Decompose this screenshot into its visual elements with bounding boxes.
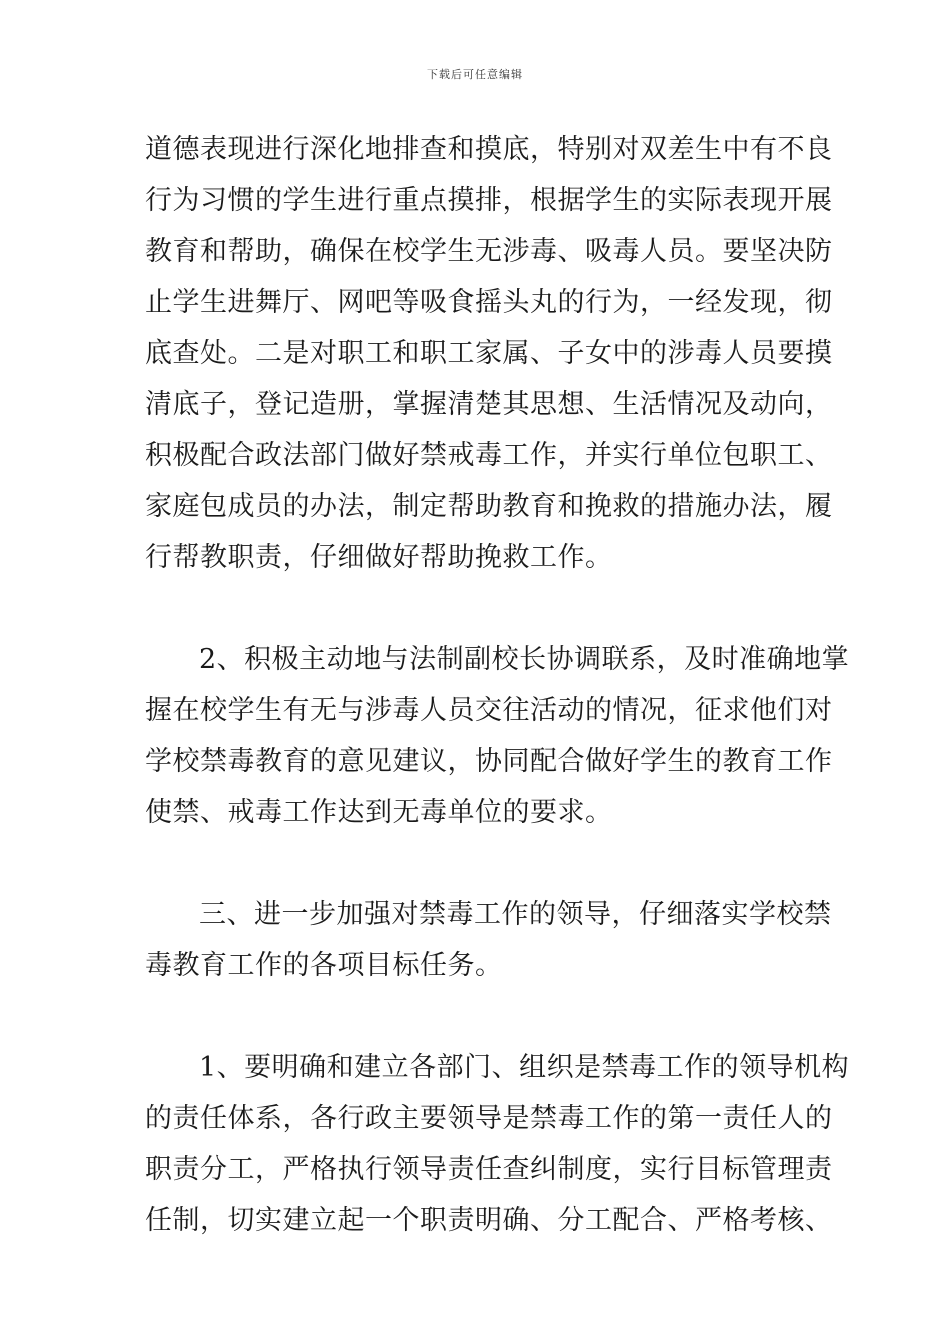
text-line: 握在校学生有无与涉毒人员交往活动的情况，征求他们对 (145, 695, 833, 726)
text-line: 职责分工，严格执行领导责任查纠制度，实行目标管理责 (145, 1154, 833, 1185)
text-line: 2、积极主动地与法制副校长协调联系，及时准确地掌 (199, 644, 850, 675)
document-body (145, 124, 850, 1246)
paragraph-gap (145, 583, 815, 634)
text-line: 的责任体系，各行政主要领导是禁毒工作的第一责任人的 (145, 1103, 833, 1134)
paragraph-gap (145, 991, 815, 1042)
text-line: 教育和帮助，确保在校学生无涉毒、吸毒人员。要坚决防 (145, 236, 833, 267)
section-heading-three (145, 889, 832, 991)
text-line: 清底子，登记造册，掌握清楚其思想、生活情况及动向， (145, 389, 833, 420)
page-header-note: 下载后可任意编辑 (427, 68, 523, 81)
text-line: 三、进一步加强对禁毒工作的领导，仔细落实学校禁 (199, 899, 832, 930)
text-line: 底查处。二是对职工和职工家属、子女中的涉毒人员要摸 (145, 338, 833, 369)
text-line: 行帮教职责，仔细做好帮助挽救工作。 (145, 542, 613, 573)
paragraph-item-1 (145, 1042, 850, 1246)
text-line: 毒教育工作的各项目标任务。 (145, 950, 503, 981)
text-line: 任制，切实建立起一个职责明确、分工配合、严格考核、 (145, 1205, 833, 1236)
paragraph-gap (145, 838, 815, 889)
text-line: 止学生进舞厅、网吧等吸食摇头丸的行为，一经发现，彻 (145, 287, 833, 318)
text-line: 使禁、戒毒工作达到无毒单位的要求。 (145, 797, 613, 828)
text-line: 1、要明确和建立各部门、组织是禁毒工作的领导机构 (199, 1052, 850, 1083)
text-line: 学校禁毒教育的意见建议，协同配合做好学生的教育工作 (145, 746, 833, 777)
text-line: 家庭包成员的办法，制定帮助教育和挽救的措施办法，履 (145, 491, 833, 522)
text-line: 行为习惯的学生进行重点摸排，根据学生的实际表现开展 (145, 185, 833, 216)
paragraph-item-2 (145, 634, 850, 838)
text-line: 道德表现进行深化地排查和摸底，特别对双差生中有不良 (145, 134, 833, 165)
text-line: 积极配合政法部门做好禁戒毒工作，并实行单位包职工、 (145, 440, 833, 471)
paragraph-continued (145, 124, 833, 583)
